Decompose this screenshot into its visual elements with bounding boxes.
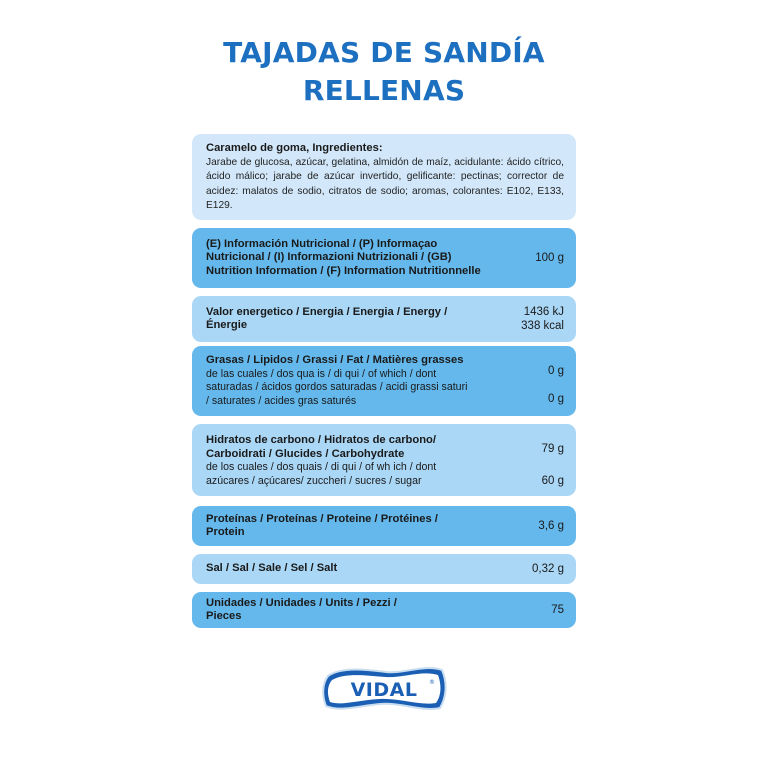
ingredients-text: Jarabe de glucosa, azúcar, gelatina, almidón de maíz, acidulante: ácido cítrico, ácido málico; jarabe de azúcar invertido, gelificante: pectinas; corrector de acidez: malatos de sodio, citratos de sodio; aromas, colorantes: E102, E133, E129. (206, 156, 564, 211)
nutrition-header-line-3: Nutrition Information / (F) Information Nutritionnelle (206, 264, 481, 277)
salt-box (192, 554, 576, 584)
fats-label: Grasas / Lipidos / Grassi / Fat / Matières grasses (206, 354, 464, 366)
sugars-label-line-2: azúcares / açúcares/ zuccheri / sucres / sugar (206, 474, 422, 487)
units-label-line-2: Pieces (206, 610, 242, 622)
registered-mark: ® (429, 679, 435, 686)
ingredients-heading: Caramelo de goma, Ingredientes: (206, 142, 383, 154)
protein-label-line-2: Protein (206, 526, 245, 538)
salt-value: 0,32 g (532, 563, 564, 575)
fats-sub-line-2: saturadas / ácidos gordos saturadas / acidi grassi saturi (206, 381, 468, 393)
saturates-value: 0 g (548, 393, 564, 405)
energy-label-line-2: Énergie (206, 319, 248, 331)
nutrition-header-line-2: Nutricional / (I) Informazioni Nutrizionali / (GB) (206, 251, 452, 264)
protein-label-line-1: Proteínas / Proteínas / Proteine / Protéines / (206, 512, 438, 525)
carbohydrates-box (192, 424, 576, 496)
carbs-label-line-1: Hidratos de carbono / Hidratos de carbono/ (206, 434, 436, 446)
ingredients-box (192, 134, 576, 220)
energy-value-kcal: 338 kcal (521, 320, 564, 332)
carbs-label-line-2: Carboidrati / Glucides / Carbohydrate (206, 447, 405, 460)
units-box (192, 592, 576, 628)
vidal-logo-text: VIDAL (350, 679, 418, 701)
protein-value: 3,6 g (538, 520, 564, 532)
nutrition-header-box (192, 228, 576, 288)
protein-box (192, 506, 576, 546)
carbs-value: 79 g (541, 443, 564, 455)
product-title-line-2: RELLENAS (302, 74, 466, 107)
units-label-line-1: Unidades / Unidades / Units / Pezzi / (206, 596, 397, 609)
fats-sub-line-3: / saturates / acides gras saturés (206, 394, 357, 407)
fats-box (192, 346, 576, 416)
vidal-logo (318, 658, 450, 718)
nutrition-header-value: 100 g (535, 252, 564, 264)
units-value: 75 (551, 604, 564, 616)
energy-label-line-1: Valor energetico / Energia / Energia / Energy / (206, 305, 448, 318)
sugars-value: 60 g (541, 475, 564, 487)
sugars-label-line-1: de los cuales / dos quais / di qui / of wh ich / dont (206, 461, 437, 473)
product-title-line-1: TAJADAS DE SANDÍA (223, 36, 545, 69)
fats-sub-line-1: de las cuales / dos qua is / di qui / of which / dont (206, 367, 437, 380)
energy-box (192, 296, 576, 342)
energy-value-kj: 1436 kJ (523, 306, 564, 318)
fats-value: 0 g (548, 365, 564, 377)
nutrition-header-line-1: (E) Información Nutricional / (P) Informaçao (206, 237, 438, 250)
salt-label: Sal / Sal / Sale / Sel / Salt (206, 562, 338, 575)
